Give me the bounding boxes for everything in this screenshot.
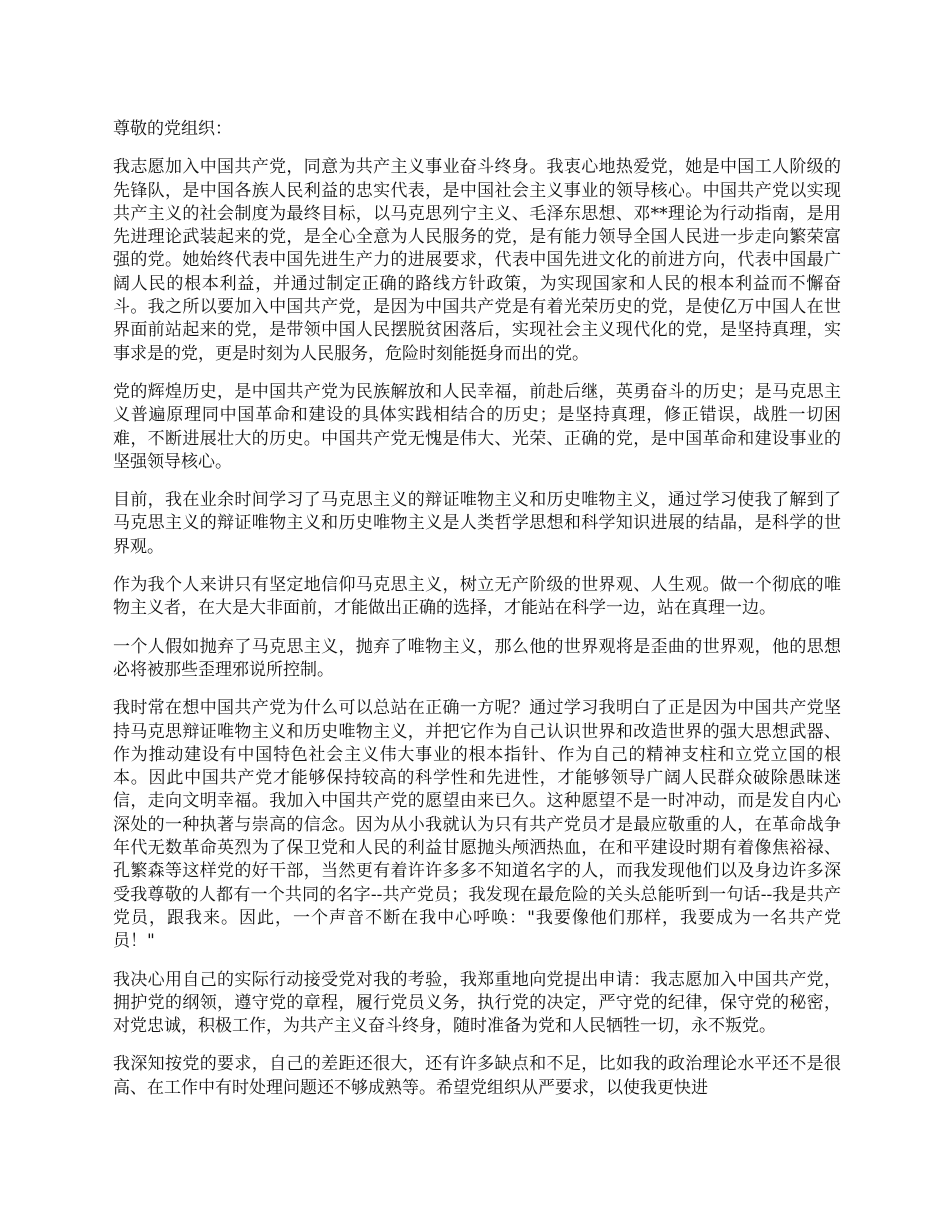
paragraph-8: 我深知按党的要求，自己的差距还很大，还有许多缺点和不足，比如我的政治理论水平还不是很高、在工作中有时处理问题还不够成熟等。希望党组织从严要求，以使我更快进 bbox=[113, 1054, 841, 1098]
greeting: 尊敬的党组织： bbox=[113, 119, 232, 139]
paragraph-5: 一个人假如抛弃了马克思主义，抛弃了唯物主义，那么他的世界观将是歪曲的世界观，他的思想必将被那些歪理邪说所控制。 bbox=[113, 636, 841, 680]
paragraph-7: 我决心用自己的实际行动接受党对我的考验，我郑重地向党提出申请：我志愿加入中国共产党，拥护党的纲领，遵守党的章程，履行党员义务，执行党的决定，严守党的纪律，保守党的秘密，对党忠诚，积极工作，为共产主义奋斗终身，随时准备为党和人民牺牲一切，永不叛党。 bbox=[113, 969, 841, 1037]
paragraph-2: 党的辉煌历史，是中国共产党为民族解放和人民幸福，前赴后继，英勇奋斗的历史；是马克思主义普遍原理同中国革命和建设的具体实践相结合的历史；是坚持真理，修正错误，战胜一切困难，不断进展壮大的历史。中国共产党无愧是伟大、光荣、正确的党，是中国革命和建设事业的坚强领导核心。 bbox=[113, 381, 841, 472]
paragraph-4: 作为我个人来讲只有坚定地信仰马克思主义，树立无产阶级的世界观、人生观。做一个彻底的唯物主义者，在大是大非面前，才能做出正确的选择，才能站在科学一边，站在真理一边。 bbox=[113, 575, 841, 619]
letter-body bbox=[113, 118, 841, 1115]
paragraph-3: 目前，我在业余时间学习了马克思主义的辩证唯物主义和历史唯物主义，通过学习使我了解到了马克思主义的辩证唯物主义和历史唯物主义是人类哲学思想和科学知识进展的结晶，是科学的世界观。 bbox=[113, 490, 841, 557]
paragraph-1: 我志愿加入中国共产党，同意为共产主义事业奋斗终身。我衷心地热爱党，她是中国工人阶级的先锋队，是中国各族人民利益的忠实代表，是中国社会主义事业的领导核心。中国共产党以实现共产主义的社会制度为最终目标，以马克思列宁主义、毛泽东思想、邓**理论为行动指南，是用先进理论武装起来的党，是全心全意为人民服务的党，是有能力领导全国人民进一步走向繁荣富强的党。她始终代表中国先进生产力的进展要求，代表中国先进文化的前进方向，代表中国最广阔人民的根本利益，并通过制定正确的路线方针政策，为实现国家和人民的根本利益而不懈奋斗。我之所以要加入中国共产党，是因为中国共产党是有着光荣历史的党，是使亿万中国人在世界面前站起来的党，是带领中国人民摆脱贫困落后，实现社会主义现代化的党，是坚持真理，实事求是的党，更是时刻为人民服务，危险时刻能挺身而出的党。 bbox=[113, 157, 841, 364]
paragraph-6: 我时常在想中国共产党为什么可以总站在正确一方呢？通过学习我明白了正是因为中国共产党坚持马克思辩证唯物主义和历史唯物主义，并把它作为自己认识世界和改造世界的强大思想武器、作为推动建设有中国特色社会主义伟大事业的根本指针、作为自己的精神支柱和立党立国的根本。因此中国共产党才能够保持较高的科学性和先进性，才能够领导广阔人民群众破除愚昧迷信，走向文明幸福。我加入中国共产党的愿望由来已久。这种愿望不是一时冲动，而是发自内心深处的一种执著与崇高的信念。因为从小我就认为只有共产党员才是最应敬重的人，在革命战争年代无数革命英烈为了保卫党和人民的利益甘愿抛头颅洒热血，在和平建设时期有着像焦裕禄、孔繁森等这样党的好干部，当然更有着许许多多不知道名字的人，而我发现他们以及身边许多深受我尊敬的人都有一个共同的名字--共产党员；我发现在最危险的关头总能听到一句话--我是共产党员，跟我来。因此，一个声音不断在我中心呼唤："我要像他们那样，我要成为一名共产党员！" bbox=[113, 698, 841, 952]
